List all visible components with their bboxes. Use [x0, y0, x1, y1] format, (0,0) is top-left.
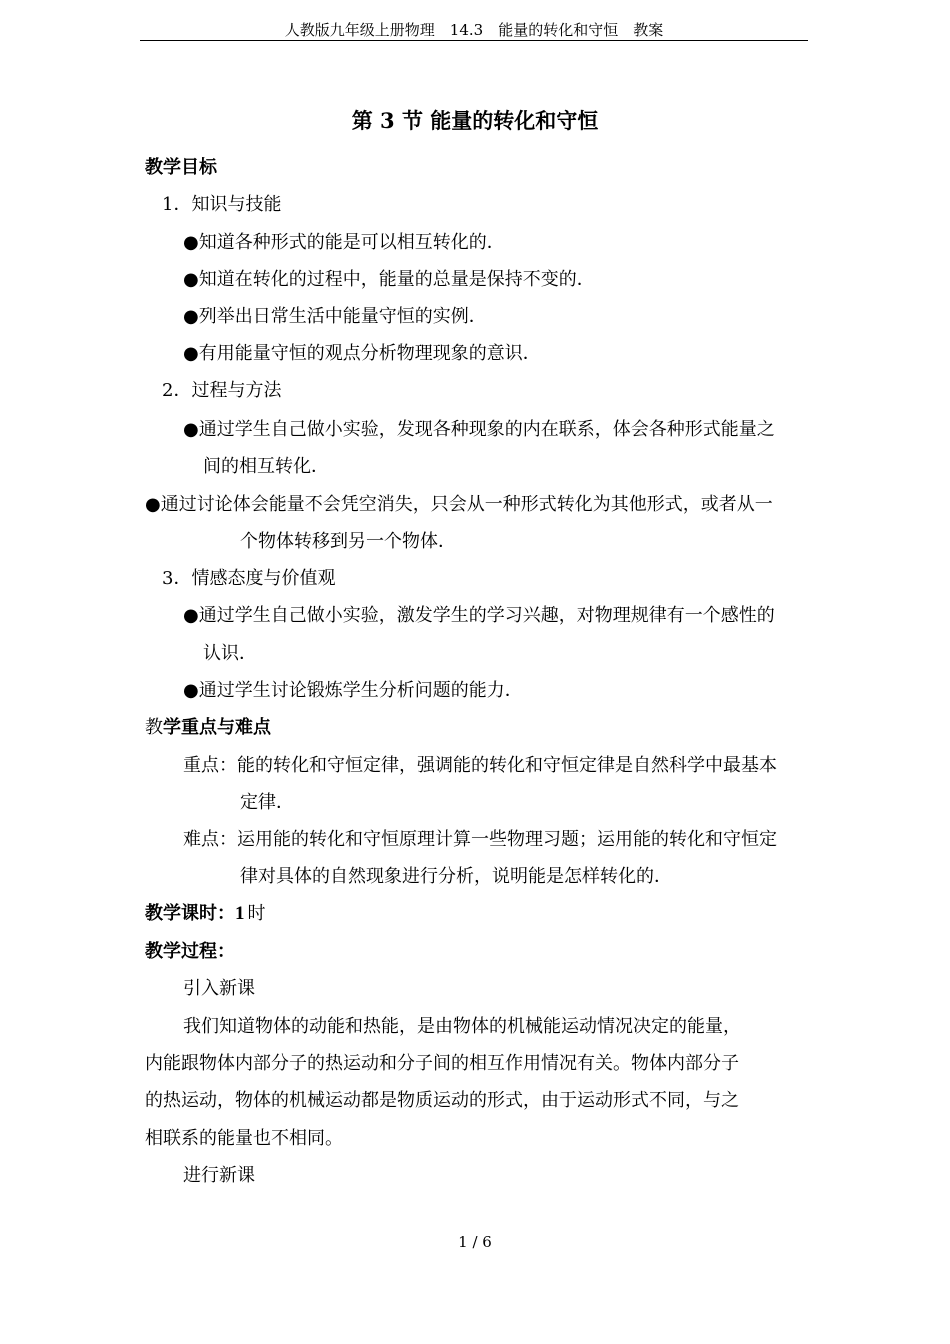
emotion-item-1-line-1: ●通过学生自己做小实验，激发学生的学习兴趣，对物理规律有一个感性的: [183, 605, 775, 626]
emotion-item-1-line-2: 认识．: [203, 643, 257, 664]
teaching-process-heading: 教学过程：: [145, 941, 235, 962]
knowledge-item-2: ●知道在转化的过程中，能量的总量是保持不变的．: [183, 269, 595, 290]
key-points-heading: [145, 717, 271, 739]
knowledge-item-4: ●有用能量守恒的观点分析物理现象的意识．: [183, 343, 541, 364]
process-item-2-line-2: 个物体转移到另一个物体．: [240, 531, 456, 552]
intro-paragraph-line-4: 相联系的能量也不相同。: [145, 1128, 343, 1149]
intro-heading: 引入新课: [183, 978, 255, 999]
process-item-2-line-1: ●通过讨论体会能量不会凭空消失，只会从一种形式转化为其他形式，或者从一: [145, 494, 773, 515]
process-item-1-line-1: ●通过学生自己做小实验，发现各种现象的内在联系，体会各种形式能量之: [183, 419, 775, 440]
class-hours-value: 1: [235, 903, 245, 924]
key-points-heading-normal: 教: [145, 717, 163, 738]
difficulty-line-2: 律对具体的自然现象进行分析，说明能是怎样转化的．: [240, 866, 672, 887]
intro-paragraph-line-3: 的热运动，物体的机械运动都是物质运动的形式，由于运动形式不同，与之: [145, 1090, 739, 1111]
emotion-heading: 3．情感态度与价值观: [162, 568, 336, 589]
process-method-heading: 2．过程与方法: [162, 380, 282, 401]
knowledge-item-3: ●列举出日常生活中能量守恒的实例．: [183, 306, 487, 327]
page-header: [140, 20, 808, 41]
new-lesson-heading: 进行新课: [183, 1165, 255, 1186]
intro-paragraph-line-2: 内能跟物体内部分子的热运动和分子间的相互作用情况有关。物体内部分子: [145, 1053, 739, 1074]
intro-paragraph-line-1: 我们知道物体的动能和热能，是由物体的机械能运动情况决定的能量，: [183, 1016, 741, 1037]
objectives-heading: 教学目标: [145, 157, 217, 178]
process-item-1-line-2: 间的相互转化．: [203, 456, 329, 477]
class-hours-unit: 时: [247, 903, 266, 924]
page-title: 第 3 节 能量的转化和守恒: [351, 108, 599, 133]
class-hours-label: 教学课时：: [145, 903, 235, 924]
knowledge-item-1: ●知道各种形式的能是可以相互转化的．: [183, 232, 505, 253]
header-text: 人教版九年级上册物理 14.3 能量的转化和守恒 教案: [284, 21, 664, 39]
key-point-line-2: 定律．: [240, 792, 294, 813]
difficulty-line-1: 难点：运用能的转化和守恒原理计算一些物理习题；运用能的转化和守恒定: [183, 829, 777, 850]
emotion-item-2: ●通过学生讨论锻炼学生分析问题的能力．: [183, 680, 523, 701]
class-hours: [145, 903, 266, 925]
key-points-heading-bold: 学重点与难点: [163, 717, 271, 738]
page-number: 1 / 6: [458, 1233, 492, 1251]
key-point-line-1: 重点：能的转化和守恒定律，强调能的转化和守恒定律是自然科学中最基本: [183, 755, 777, 776]
knowledge-heading: 1．知识与技能: [162, 194, 282, 215]
